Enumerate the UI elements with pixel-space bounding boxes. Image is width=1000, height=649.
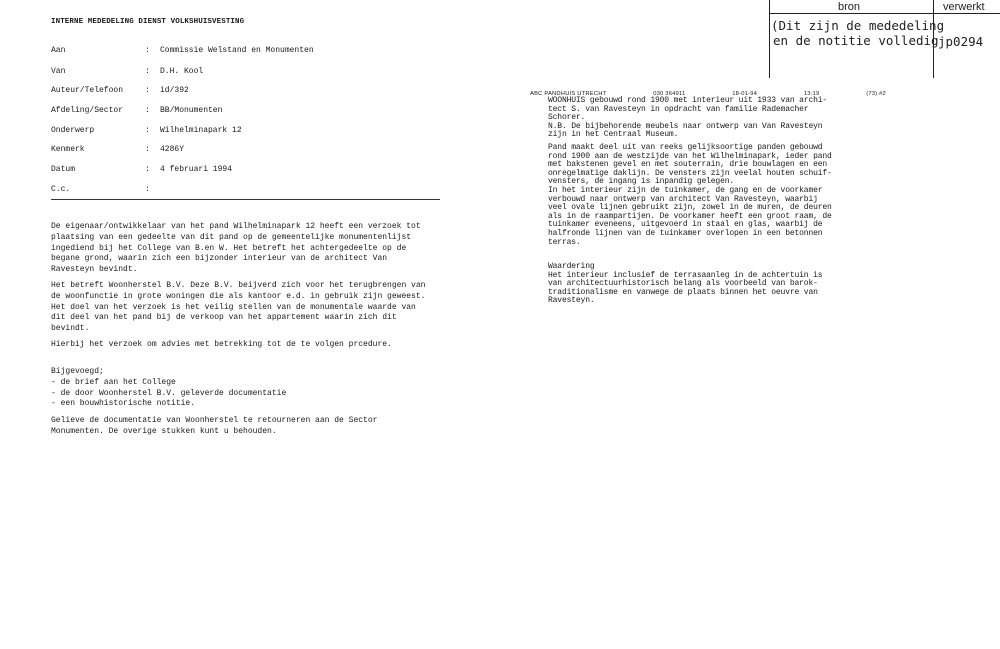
field-label-datum: Datum [51, 165, 76, 174]
handwritten-note-line-2: en de notitie volledig [773, 33, 939, 48]
field-label-auteur: Auteur/Telefoon [51, 86, 124, 95]
field-colon: : [145, 106, 150, 115]
field-colon: : [145, 185, 150, 194]
field-colon: : [145, 67, 150, 76]
annotation-box-left-border [769, 0, 770, 78]
handwritten-reference: jp0294 [938, 34, 984, 49]
memo-paragraph-request: De eigenaar/ontwikkelaar van het pand Wilhelminapark 12 heeft een verzoek tot plaatsing van een gedeelte van dit pand op de gemeentelijke monumentenlijst ingediend bij het College van B.en W. Het betreft het achtergedeelte op de begane grond, waarin zich een bijzonder interieur van de architect Van Ravesteyn bevindt. [51, 222, 421, 275]
notitie-paragraph-description: Pand maakt deel uit van reeks gelijksoortige panden gebouwd rond 1900 aan de westzijde van het Wilhelminapark, ieder pand met bakstenen gevel en met souterrain, drie bouwlagen en een onregelmatige daklijn. De vensters zijn veelal houten schuif- vensters, de ingang is inpandig gelegen. In het interieur zijn de tuinkamer, de gang en de voorkamer verbouwd naar ontwerp van architect Van Ravesteyn, waarbij veel ovale lijnen gebruikt zijn, zowel in de muren, de deuren als in de raampartijen. De voorkamer heeft een groot raam, de tuinkamer eveneens, uitgevoerd in staal en glas, waarbij de halfronde lijnen van de tuinkamer overlopen in een betonnen terras. [548, 143, 832, 247]
handwritten-note-line-1: (Dit zijn de mededeling [771, 18, 945, 33]
fax-sender: ABC PANDHUIS UTRECHT [530, 91, 607, 97]
field-label-aan: Aan [51, 46, 66, 55]
header-divider [51, 199, 440, 200]
fax-number: 030 364911 [653, 91, 686, 97]
memo-paragraph-attachments: Bijgevoegd; - de brief aan het College - de door Woonherstel B.V. geleverde documentatie - een bouwhistorische notitie. [51, 367, 287, 409]
field-colon: : [145, 145, 150, 154]
field-value-auteur: id/392 [160, 86, 189, 95]
notitie-paragraph-waardering: Waardering Het interieur inclusief de terrasaanleg in de achtertuin is van architectuurhistorisch belang als voorbeeld van barok- traditionalisme en vanwege de plaats binnen het oeuvre van Ravesteyn. [548, 262, 823, 306]
fax-date: 18-01-94 [732, 91, 758, 97]
fax-time: 13:19 [803, 91, 820, 97]
memo-paragraph-procedure: Hierbij het verzoek om advies met betrekking tot de te volgen prcedure. [51, 340, 392, 349]
annotation-header-bron: bron [838, 1, 861, 13]
field-label-onderwerp: Onderwerp [51, 126, 95, 135]
field-label-cc: C.c. [51, 185, 71, 194]
field-value-onderwerp: Wilhelminapark 12 [160, 126, 242, 135]
field-colon: : [145, 126, 150, 135]
field-label-van: Van [51, 67, 66, 76]
memo-paragraph-return: Gelieve de documentatie van Woonherstel te retourneren aan de Sector Monumenten. De overige stukken kunt u behouden. [51, 416, 378, 436]
field-colon: : [145, 165, 150, 174]
field-label-afdeling: Afdeling/Sector [51, 106, 124, 115]
notitie-paragraph-woonhuis: WOONHUIS gebouwd rond 1900 met interieur uit 1933 van archi- tect S. van Ravesteyn in opdracht van familie Rademacher Schorer. N.B. De bijbehorende meubels naar ontwerp van Van Ravesteyn zijn in het Centraal Museum. [548, 96, 828, 140]
field-value-kenmerk: 4286Y [160, 145, 185, 154]
field-colon: : [145, 46, 150, 55]
field-value-aan: Commissie Welstand en Monumenten [160, 46, 314, 55]
memo-paragraph-woonherstel: Het betreft Woonherstel B.V. Deze B.V. beijverd zich voor het terugbrengen van de woonfunctie in grote woningen die als kantoor e.d. in gebruik zijn geweest. Het doel van het verzoek is het veilig stellen van de monumentale waarde van dit deel van het pand bij de verkoop van het appartement waarin zich dit bevindt. [51, 281, 426, 334]
field-value-datum: 4 februari 1994 [160, 165, 233, 174]
annotation-box-header-rule [770, 13, 1000, 14]
field-value-afdeling: BB/Monumenten [160, 106, 223, 115]
field-label-kenmerk: Kenmerk [51, 145, 85, 154]
annotation-header-verwerkt: verwerkt [943, 1, 985, 13]
field-value-van: D.H. Kool [160, 67, 204, 76]
memo-title: INTERNE MEDEDELING DIENST VOLKSHUISVESTING [51, 18, 245, 26]
field-colon: : [145, 86, 150, 95]
fax-pages: (73) #2 [866, 91, 886, 97]
